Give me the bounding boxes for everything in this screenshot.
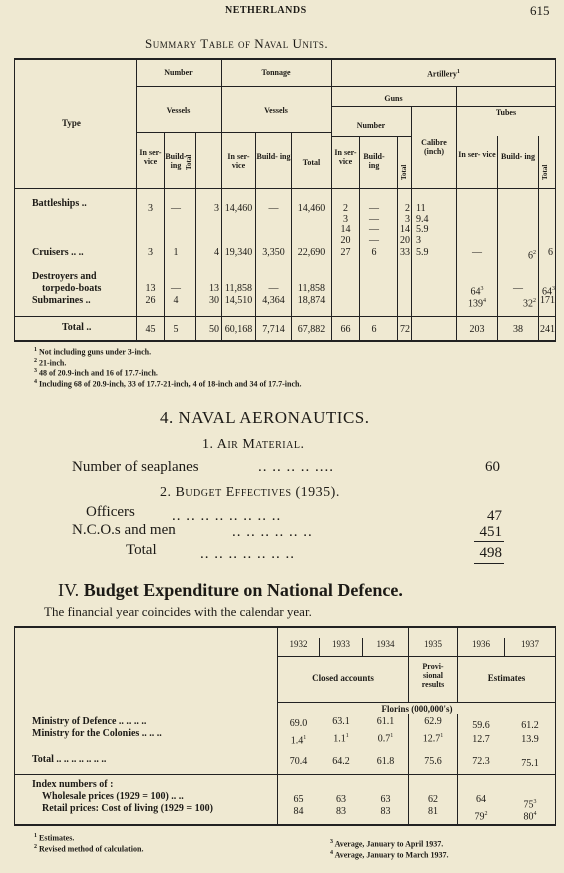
- header-vessels-tonnage: Vessels: [264, 106, 288, 115]
- cell: —: [472, 247, 482, 258]
- footnote: $^1$ Estimates.: [34, 833, 75, 843]
- year-header: 1934: [376, 639, 395, 649]
- cell: 33: [400, 247, 410, 258]
- cell: 11,858: [224, 283, 253, 294]
- year-header: 1935: [424, 639, 442, 649]
- cell: 30: [209, 295, 219, 306]
- cell: 27: [340, 247, 351, 258]
- naval-footnotes: [34, 346, 301, 389]
- cell: 61.8: [376, 756, 395, 767]
- leader-dots: .. .. .. .. ....: [258, 459, 334, 475]
- cell: 84: [293, 806, 304, 817]
- cell: 3,350: [262, 247, 285, 258]
- cell: 60,168: [224, 324, 253, 335]
- cell: 13: [145, 283, 156, 294]
- cell: 5.9: [416, 247, 429, 258]
- year-header: 1932: [289, 639, 308, 649]
- cell: 59.6: [472, 720, 490, 731]
- cell: 70.4: [289, 756, 308, 767]
- header-calibre: Calibre (inch): [421, 138, 447, 156]
- page-number: 615: [530, 3, 550, 18]
- row-label: Cruisers .. ..: [32, 247, 84, 258]
- cell: 75.1: [521, 758, 539, 769]
- header-number: Number: [164, 68, 193, 77]
- cell: 38: [513, 324, 523, 335]
- cell: —: [171, 283, 181, 294]
- cell: 75.6: [424, 756, 442, 767]
- cell: $32^2$: [523, 298, 536, 310]
- closed-accounts-header: Closed accounts: [312, 673, 374, 683]
- header-gun-number: Number: [356, 121, 386, 130]
- nco-value: 451: [479, 524, 502, 540]
- running-header: NETHERLANDS: [225, 5, 307, 16]
- cell: 22,690: [297, 247, 326, 258]
- cell: $75^3$: [523, 799, 537, 811]
- officers-value: 47: [487, 508, 502, 524]
- cell-stack: 2 3 14 20: [340, 203, 351, 246]
- cell: —: [268, 283, 279, 294]
- cell: 50: [209, 324, 219, 335]
- header-num-in-service: In ser- vice: [139, 148, 162, 166]
- expenditure-footnotes-right: [330, 838, 448, 859]
- section-number: IV.: [58, 580, 80, 600]
- naval-units-table: [14, 58, 556, 342]
- cell: 4,364: [262, 295, 285, 306]
- cell-stack: 2 3 14 20: [400, 203, 410, 246]
- cell: 65: [293, 794, 304, 805]
- cell: $64^3$: [470, 286, 484, 298]
- year-header: 1937: [521, 639, 539, 649]
- cell: 14,460: [224, 203, 253, 214]
- naval-table-title: Summary Table of Naval Units.: [145, 36, 329, 51]
- footnote: $^3$ 48 of 20.9-inch and 16 of 17.7-inch.: [34, 368, 158, 378]
- cell: 62: [428, 794, 438, 805]
- cell: $0.7^1$: [377, 733, 394, 745]
- cell: $64^3$: [542, 286, 555, 298]
- cell: 72.3: [472, 756, 490, 767]
- cell: $1.1^1$: [333, 733, 349, 745]
- section-title: Budget Expenditure on National Defence.: [83, 580, 403, 600]
- seaplanes-label: Number of seaplanes: [72, 459, 199, 475]
- expenditure-table: [14, 626, 556, 826]
- header-vessels-number: Vessels: [166, 106, 191, 115]
- cell: 45: [145, 324, 156, 335]
- header-gun-building: Build- ing: [363, 152, 385, 170]
- header-tube-in-service: In ser- vice: [458, 150, 496, 159]
- header-num-building: Build- ing: [165, 152, 187, 170]
- row-label: Retail prices: Cost of living (1929 = 100): [42, 803, 213, 814]
- index-numbers-label: Index numbers of :: [32, 779, 114, 790]
- header-ton-in-service: In ser- vice: [227, 152, 250, 170]
- nco-label: N.C.O.s and men: [72, 522, 176, 538]
- header-tube-building: Build- ing: [500, 152, 535, 161]
- cell: 11,858: [297, 283, 326, 294]
- header-type: Type: [62, 118, 81, 128]
- footnote: $^4$ Average, January to March 1937.: [330, 849, 449, 860]
- cell: 69.0: [289, 718, 308, 729]
- expenditure-footnotes-left: [34, 832, 143, 853]
- header-tonnage: Tonnage: [261, 68, 291, 77]
- header-ton-building: Build- ing: [256, 152, 291, 161]
- cell: 19,340: [224, 247, 253, 258]
- cell: 3: [148, 247, 153, 258]
- cell: 64.2: [332, 756, 350, 767]
- header-tubes: Tubes: [495, 108, 517, 117]
- cell: 12.7: [472, 734, 490, 745]
- row-label: Ministry for the Colonies .. .. ..: [32, 728, 162, 739]
- row-label: Destroyers and: [32, 271, 97, 282]
- row-label: Submarines ..: [32, 295, 91, 306]
- cell: 83: [336, 806, 346, 817]
- air-material-heading: 1. Air Material.: [202, 437, 305, 452]
- footnote: $^2$ 21-inch.: [34, 357, 67, 368]
- footnote: $^1$ Not including guns under 3-inch.: [34, 347, 152, 357]
- year-header: 1936: [472, 639, 490, 649]
- total-value: 498: [479, 545, 502, 561]
- cell: 72: [400, 324, 410, 335]
- header-tube-total: Total: [541, 164, 549, 180]
- expenditure-heading: [58, 580, 403, 601]
- cell: 171: [540, 295, 555, 306]
- cell: 6: [371, 324, 377, 335]
- cell: 241: [540, 324, 555, 335]
- cell: 66: [340, 324, 351, 335]
- cell: 18,874: [297, 295, 326, 306]
- cell: $139^4$: [468, 298, 486, 310]
- cell: 14,460: [297, 203, 326, 214]
- cell: 5: [173, 324, 179, 335]
- cell: 13.9: [521, 734, 539, 745]
- cell: 61.1: [376, 716, 395, 727]
- cell: —: [268, 203, 279, 214]
- sum-rule: [474, 563, 504, 564]
- cell: 1: [173, 247, 179, 258]
- year-header: 1933: [332, 639, 350, 649]
- total-label: Total: [126, 542, 157, 558]
- row-label: Ministry of Defence .. .. .. ..: [32, 716, 147, 727]
- header-gun-in-service: In ser- vice: [334, 148, 357, 166]
- cell: 12.7$^1$: [422, 733, 444, 745]
- cell: 6: [548, 247, 553, 258]
- cell: $1.4^1$: [290, 735, 307, 747]
- cell: 63: [336, 794, 346, 805]
- cell: 83: [380, 806, 391, 817]
- budget-effectives-heading: 2. Budget Effectives (1935).: [160, 485, 340, 500]
- cell: $79^2$: [474, 811, 488, 823]
- expenditure-subtitle: The financial year coincides with the calendar year.: [44, 604, 312, 619]
- cell: 61.2: [521, 720, 539, 731]
- cell: 14,510: [224, 295, 253, 306]
- header-guns: Guns: [384, 94, 403, 103]
- footnote: $^2$ Revised method of calculation.: [34, 843, 144, 854]
- cell: 63.1: [332, 716, 350, 727]
- cell: $6^2$: [528, 250, 536, 262]
- cell: 203: [469, 324, 485, 335]
- leader-dots: .. .. .. .. .. .. ..: [200, 546, 295, 562]
- cell-stack: 11 9.4 5.9 3: [416, 203, 429, 246]
- footnote: $^4$ Including 68 of 20.9-inch, 33 of 17.7-21-inch, 4 of 18-inch and 34 of 17.7-inch.: [34, 378, 302, 389]
- cell: 3: [214, 203, 219, 214]
- cell: 67,882: [297, 324, 326, 335]
- cell: 26: [145, 295, 156, 306]
- cell: 13: [209, 283, 219, 294]
- cell: —: [513, 283, 523, 294]
- aeronautics-heading: 4. NAVAL AERONAUTICS.: [160, 408, 370, 427]
- estimates-header: Estimates: [487, 673, 526, 683]
- footnote: $^3$ Average, January to April 1937.: [330, 839, 444, 849]
- row-label: Wholesale prices (1929 = 100) .. ..: [42, 791, 184, 802]
- officers-label: Officers: [86, 504, 135, 520]
- leader-dots: .. .. .. .. .. ..: [232, 524, 313, 540]
- cell: 62.9: [424, 716, 442, 727]
- header-ton-total: Total: [302, 158, 321, 167]
- cell-stack: — — — —: [369, 203, 379, 246]
- sum-rule: [474, 541, 504, 542]
- row-label: torpedo-boats: [42, 283, 102, 294]
- header-artillery: Artillery$^1$: [427, 69, 460, 79]
- cell: 4: [214, 247, 219, 258]
- cell: 7,714: [262, 324, 285, 335]
- seaplanes-value: 60: [485, 459, 500, 475]
- row-label: Battleships ..: [32, 198, 87, 209]
- cell: 81: [428, 806, 438, 817]
- cell: 64: [476, 794, 486, 805]
- row-label: Total .. .. .. .. .. .. ..: [32, 754, 107, 765]
- cell: —: [171, 203, 181, 214]
- cell: 4: [173, 295, 179, 306]
- leader-dots: .. .. .. .. .. .. .. ..: [172, 508, 282, 524]
- cell: 63: [380, 794, 391, 805]
- header-gun-total: Total: [400, 164, 408, 180]
- cell: 3: [148, 203, 153, 214]
- cell: 6: [371, 247, 377, 258]
- row-label: Total ..: [62, 322, 92, 333]
- cell: $80^4$: [523, 811, 537, 823]
- unit-label: Florins (000,000's): [381, 704, 453, 714]
- provisional-header: Provi- sional results: [421, 662, 445, 689]
- header-num-total: Total: [185, 154, 193, 170]
